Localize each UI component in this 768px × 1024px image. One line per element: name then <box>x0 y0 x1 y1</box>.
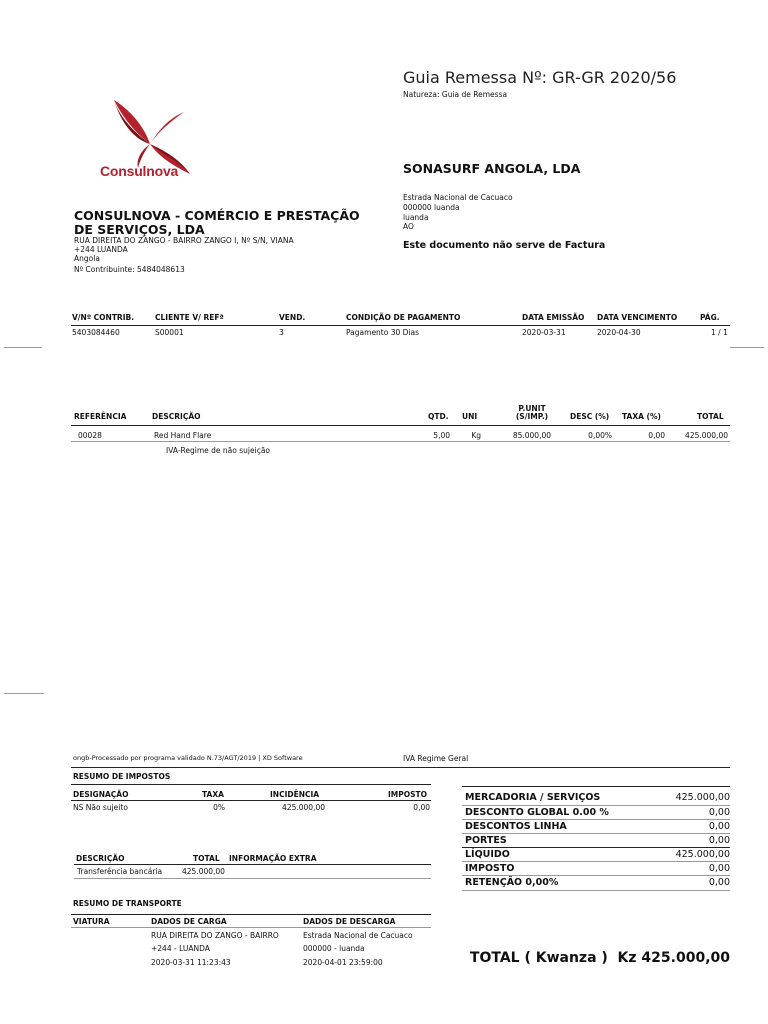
header-table-rule <box>71 325 730 326</box>
footer-rule <box>71 767 730 768</box>
line-unit: Kg <box>471 431 481 440</box>
payment-row-rule <box>74 878 431 879</box>
payment-val-description: Transferência bancária <box>77 867 163 876</box>
header-val-page: 1 / 1 <box>711 328 728 337</box>
client-country: AO <box>403 222 414 231</box>
lines-col-qty: QTD. <box>428 412 449 421</box>
header-col-client-ref: CLIENTE V/ REFª <box>155 313 224 322</box>
line-disc: 0,00% <box>588 431 612 440</box>
transport-col-unload: DADOS DE DESCARGA <box>303 917 396 926</box>
tax-summary-title-rule <box>71 784 431 785</box>
lines-col-total: TOTAL <box>697 412 724 421</box>
totals-rule-7 <box>462 890 730 891</box>
header-col-due-date: DATA VENCIMENTO <box>597 313 678 322</box>
payment-val-total: 425.000,00 <box>182 867 225 876</box>
software-notice: ongb-Processado por programa validado N.73/AGT/2019 | XD Software <box>73 754 303 762</box>
totals-label-goods: MERCADORIA / SERVIÇOS <box>465 792 601 803</box>
tax-val-designation: NS Não sujeito <box>73 803 128 812</box>
totals-value-global-discount: 0,00 <box>708 807 730 818</box>
line-tax: 0,00 <box>648 431 665 440</box>
fold-mark-left-top <box>4 347 42 348</box>
document-title: Guia Remessa Nº: GR-GR 2020/56 <box>403 68 677 87</box>
client-city: luanda <box>403 213 429 222</box>
totals-value-goods: 425.000,00 <box>675 792 730 803</box>
totals-rule-4 <box>462 847 730 848</box>
totals-value-withholding: 0,00 <box>708 877 730 888</box>
header-col-payment: CONDIÇÃO DE PAGAMENTO <box>346 313 461 322</box>
totals-value-net: 425.000,00 <box>675 849 730 860</box>
vat-regime: IVA Regime Geral <box>403 754 469 763</box>
totals-top-rule <box>462 786 730 787</box>
transport-header-rule <box>71 914 431 915</box>
header-val-client-ref: S00001 <box>155 328 184 337</box>
document-nature: Natureza: Guia de Remessa <box>403 90 508 99</box>
totals-label-global-discount: DESCONTO GLOBAL 0.00 % <box>465 807 609 818</box>
company-name-line1: CONSULNOVA - COMÉRCIO E PRESTAÇÃO <box>74 208 360 223</box>
fold-mark-left-bottom <box>4 693 44 694</box>
totals-label-tax: IMPOSTO <box>465 863 515 874</box>
tax-summary-header-rule <box>71 800 431 801</box>
totals-rule-2 <box>462 819 730 820</box>
transport-load-line1: RUA DIREITA DO ZANGO - BAIRRO <box>151 931 279 940</box>
header-val-issue-date: 2020-03-31 <box>522 328 566 337</box>
totals-label-line-discounts: DESCONTOS LINHA <box>465 821 567 832</box>
line-desc: Red Hand Flare <box>154 431 212 440</box>
header-col-nif: V/Nº CONTRIB. <box>72 313 135 322</box>
lines-col-disc: DESC (%) <box>570 412 610 421</box>
totals-value-shipping: 0,00 <box>708 835 730 846</box>
tax-col-designation: DESIGNAÇÃO <box>73 790 129 799</box>
company-address2: +244 LUANDA <box>74 245 128 254</box>
transport-load-line2: +244 - LUANDA <box>151 944 210 953</box>
header-col-page: PÁG. <box>700 313 720 322</box>
totals-rule-5 <box>462 861 730 862</box>
header-val-due-date: 2020-04-30 <box>597 328 641 337</box>
client-address1: Estrada Nacional de Cacuaco <box>403 193 513 202</box>
line-row-rule <box>71 441 730 442</box>
totals-value-line-discounts: 0,00 <box>708 821 730 832</box>
header-col-issue-date: DATA EMISSÃO <box>522 313 585 322</box>
totals-rule-1 <box>462 805 730 806</box>
payment-col-extra: INFORMAÇÃO EXTRA <box>229 854 317 863</box>
line-qty: 5,00 <box>433 431 450 440</box>
header-col-seller: VEND. <box>279 313 306 322</box>
payment-header-rule <box>74 864 431 865</box>
company-address1: RUA DIREITA DO ZANGO - BAIRRO ZANGO I, Nº S/N, VIANA <box>74 236 294 245</box>
company-name-line2: DE SERVIÇOS, LDA <box>74 222 205 237</box>
tax-col-rate: TAXA <box>202 790 224 799</box>
transport-col-rule <box>71 927 431 928</box>
totals-label-withholding: RETENÇÃO 0,00% <box>465 877 559 888</box>
tax-col-tax: IMPOSTO <box>388 790 428 799</box>
lines-col-unit: UNI <box>462 412 478 421</box>
tax-val-tax: 0,00 <box>413 803 430 812</box>
totals-label-net: LÍQUIDO <box>465 849 510 860</box>
line-punit: 85.000,00 <box>512 431 551 440</box>
client-name: SONASURF ANGOLA, LDA <box>403 161 581 176</box>
totals-rule-6 <box>462 875 730 876</box>
transport-col-load: DADOS DE CARGA <box>151 917 227 926</box>
header-val-seller: 3 <box>279 328 284 337</box>
lines-col-ref: REFERÊNCIA <box>74 412 127 421</box>
transport-unload-line1: Estrada Nacional de Cacuaco <box>303 931 413 940</box>
payment-col-total: TOTAL <box>193 854 220 863</box>
payment-col-description: DESCRIÇÃO <box>76 854 125 863</box>
lines-col-tax: TAXA (%) <box>622 412 661 421</box>
client-address2: 000000 luanda <box>403 203 460 212</box>
transport-col-vehicle: VIATURA <box>73 917 110 926</box>
logo-text: Consulnova <box>100 163 179 179</box>
header-val-nif: 5403084460 <box>72 328 120 337</box>
line-total: 425.000,00 <box>685 431 728 440</box>
line-tax-note: IVA-Regime de não sujeição <box>166 446 271 455</box>
tax-val-incidence: 425.000,00 <box>282 803 325 812</box>
totals-label-shipping: PORTES <box>465 835 507 846</box>
tax-col-incidence: INCIDÊNCIA <box>270 790 320 799</box>
lines-col-punit-line2: (S/IMP.) <box>515 412 549 421</box>
company-country: Angola <box>74 254 100 263</box>
line-ref: 00028 <box>78 431 102 440</box>
header-val-payment: Pagamento 30 Dias <box>346 328 420 337</box>
totals-value-tax: 0,00 <box>708 863 730 874</box>
lines-table-rule <box>71 425 730 426</box>
transport-unload-line3: 2020-04-01 23:59:00 <box>303 958 383 967</box>
transport-load-line3: 2020-03-31 11:23:43 <box>151 958 231 967</box>
invoice-note: Este documento não serve de Factura <box>403 240 606 251</box>
fold-mark-right-top <box>730 347 764 348</box>
totals-rule-3 <box>462 833 730 834</box>
tax-summary-title: RESUMO DE IMPOSTOS <box>73 772 171 781</box>
transport-unload-line2: 000000 - luanda <box>303 944 365 953</box>
transport-title: RESUMO DE TRANSPORTE <box>73 899 182 908</box>
company-nif: Nº Contribuinte: 5484048613 <box>74 265 185 274</box>
tax-val-rate: 0% <box>213 803 225 812</box>
lines-col-desc: DESCRIÇÃO <box>152 412 201 421</box>
grand-total: TOTAL ( Kwanza ) Kz 425.000,00 <box>469 950 730 966</box>
lines-col-punit-line1: P.UNIT <box>518 404 546 413</box>
